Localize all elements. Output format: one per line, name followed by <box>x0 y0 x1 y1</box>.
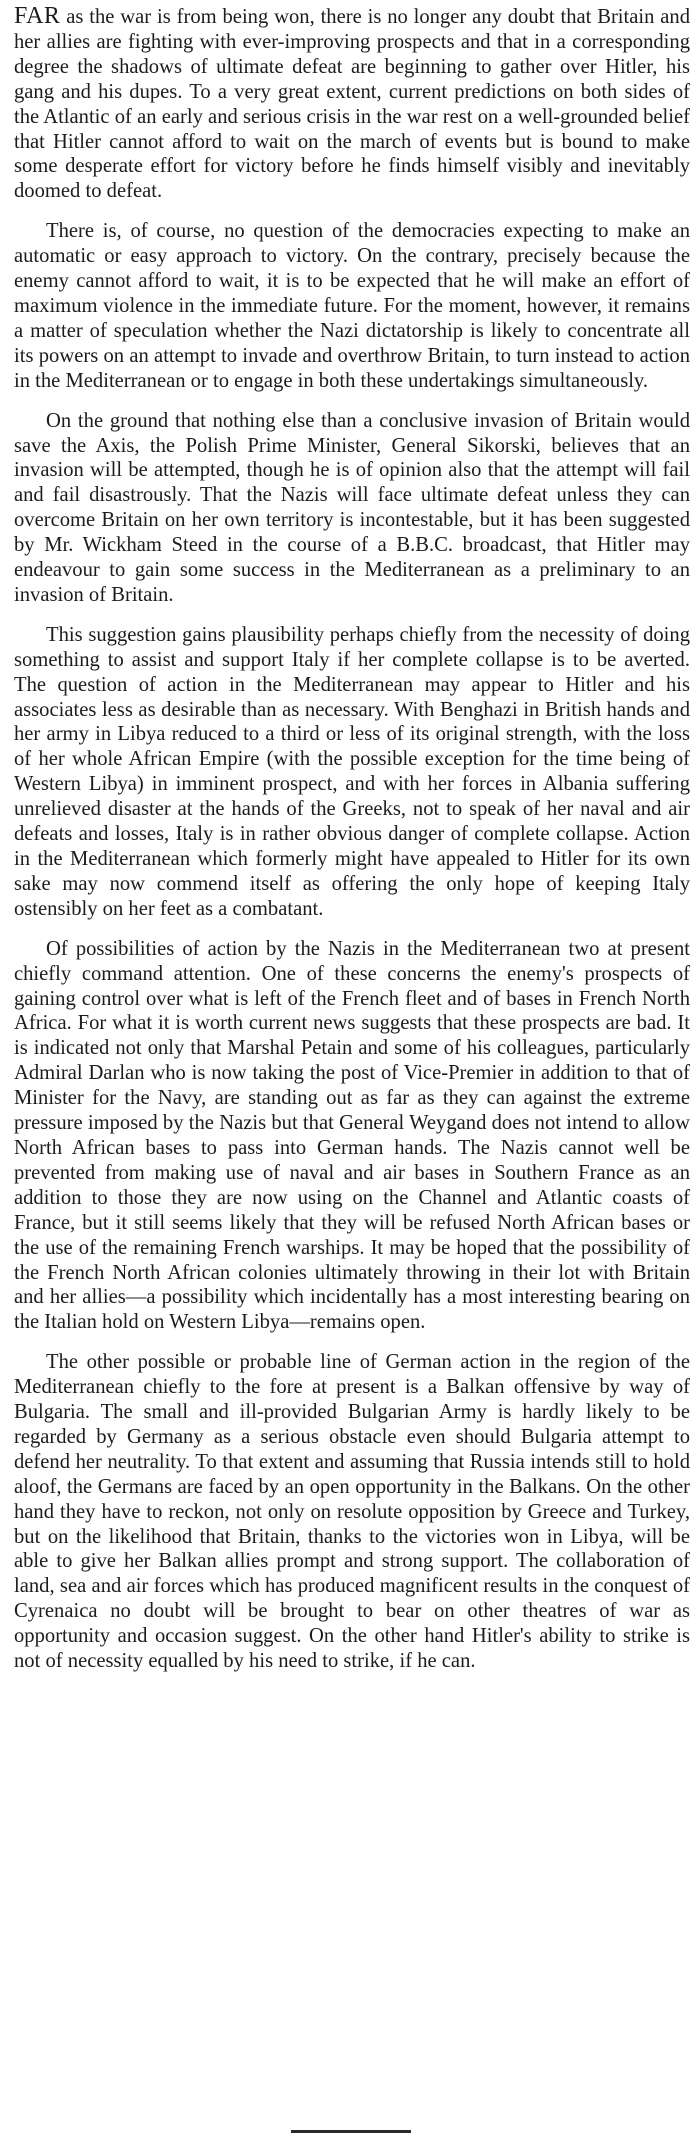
paragraph-4: This suggestion gains plausibility perhaps chiefly from the necessity of doing something to assist and support Italy if her complete collapse is to be averted. The question of action in the Mediterranean may appear to Hitler and his associates less as desirable than as necessary. With Benghazi in British hands and her army in Libya reduced to a third or less of its original strength, with the loss of her whole African Empire (with the possible exception for the time being of Western Libya) in imminent prospect, and with her forces in Albania suffering unrelieved disaster at the hands of the Greeks, not to speak of her naval and air defeats and losses, Italy is in rather obvious danger of complete collapse. Action in the Mediterranean which formerly might have appealed to Hitler for its own sake may now commend itself as offering the only hope of keeping Italy ostensibly on her feet as a combatant. <box>14 623 690 920</box>
closing-rule <box>291 2130 411 2133</box>
paragraph-5: Of possibilities of action by the Nazis in the Mediterranean two at present chiefly command attention. One of these concerns the enemy's prospects of gaining control over what is left of the French fleet and of bases in French North Africa. For what it is worth current news suggests that these prospects are bad. It is indicated not only that Marshal Petain and some of his colleagues, particularly Admiral Darlan who is now taking the post of Vice-Premier in addition to that of Minister for the Navy, are standing out as far as they can against the extreme pressure imposed by the Nazis but that General Weygand does not intend to allow North African bases to pass into German hands. The Nazis cannot well be prevented from making use of naval and air bases in Southern France as an addition to those they are now using on the Channel and Atlantic coasts of France, but it still seems likely that they will be refused North African bases or the use of the remaining French warships. It may be hoped that the possibility of the French North African colonies ultimately throwing in their lot with Britain and her allies—a possibility which incidentally has a most interesting bearing on the Italian hold on Western Libya—remains open. <box>14 937 690 1334</box>
paragraph-1-text: as the war is from being won, there is no longer any doubt that Britain and her allies are fighting with ever-improving prospects and that in a corresponding degree the shadows of ultimate defeat are beginning to gather over Hitler, his gang and his dupes. To a very great extent, current predictions on both sides of the Atlantic of an early and serious crisis in the war rest on a well-grounded belief that Hitler cannot afford to wait on the march of events but is bound to make some desperate effort for victory before he finds himself visibly and inevitably doomed to defeat. <box>14 6 690 203</box>
opening-word: FAR <box>14 3 61 29</box>
paragraph-6: The other possible or probable line of German action in the region of the Mediterranean chiefly to the fore at present is a Balkan offensive by way of Bulgaria. The small and ill-provided Bulgarian Army is hardly likely to be regarded by Germany as a serious obstacle even should Bulgaria attempt to defend her neutrality. To that extent and assuming that Russia intends still to hold aloof, the Germans are faced by an open opportunity in the Balkans. On the other hand they have to reckon, not only on resolute opposition by Greece and Turkey, but on the likelihood that Britain, thanks to the victories won in Libya, will be able to give her Balkan allies prompt and strong support. The collaboration of land, sea and air forces which has produced magnificent results in the conquest of Cyrenaica no doubt will be brought to bear on other theatres of war as opportunity and occasion suggest. On the other hand Hitler's ability to strike is not of necessity equalled by his need to strike, if he can. <box>14 1351 690 1673</box>
paragraph-3: On the ground that nothing else than a conclusive invasion of Britain would save the Axis, the Polish Prime Minister, General Sikorski, believes that an invasion will be attempted, though he is of opinion also that the attempt will fail and fail disastrously. That the Nazis will face ultimate defeat unless they can overcome Britain on her own territory is incontestable, but it has been suggested by Mr. Wickham Steed in the course of a B.B.C. broadcast, that Hitler may endeavour to gain some success in the Mediterranean as a preliminary to an invasion of Britain. <box>14 409 690 606</box>
paragraph-2: There is, of course, no question of the democracies expecting to make an automatic or easy approach to victory. On the contrary, precisely because the enemy cannot afford to wait, it is to be expected that he will make an effort of maximum violence in the immediate future. For the moment, however, it remains a matter of speculation whether the Nazi dictatorship is likely to concentrate all its powers on an attempt to invade and overthrow Britain, to turn instead to action in the Mediterranean or to engage in both these undertakings simultaneously. <box>14 220 690 392</box>
paragraph-1 <box>14 4 690 204</box>
